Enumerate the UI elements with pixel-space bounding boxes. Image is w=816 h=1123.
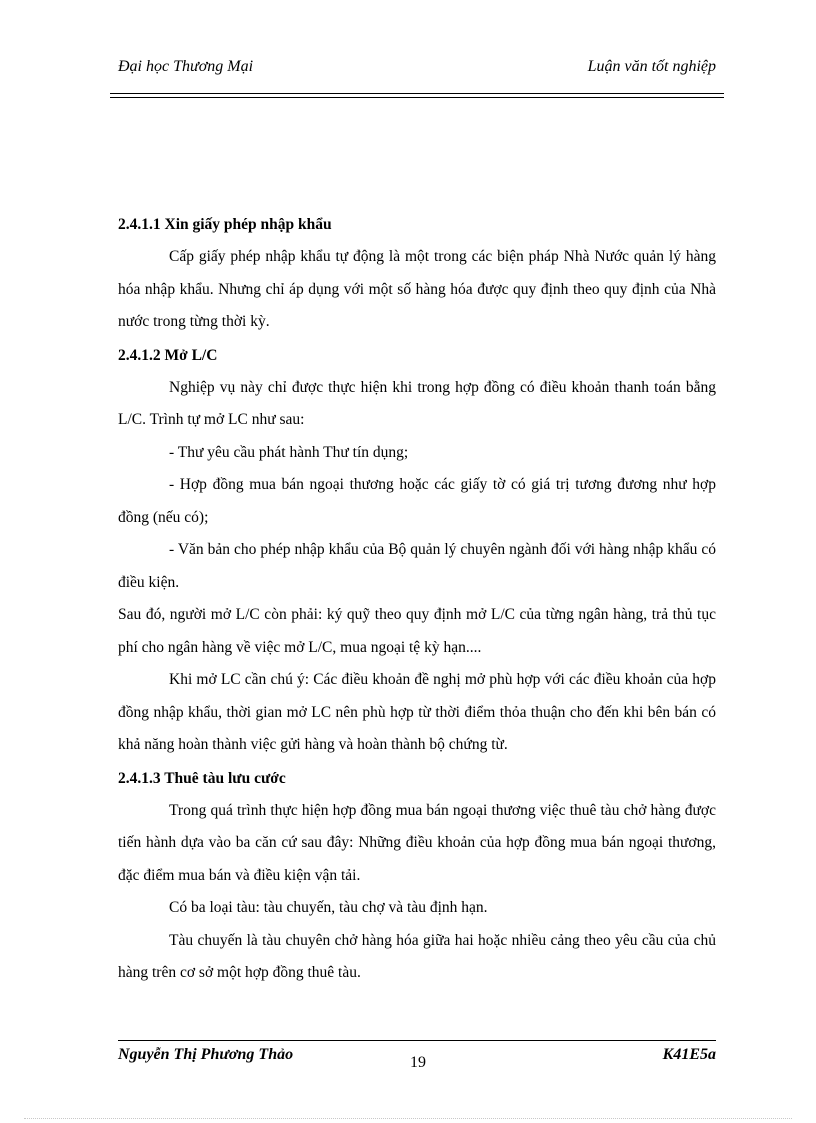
footer-author: Nguyễn Thị Phương Thảo [118,1046,294,1063]
paragraph: Cấp giấy phép nhập khẩu tự động là một trong các biện pháp Nhà Nước quản lý hàng hóa nhập khẩu. Nhưng chỉ áp dụng với một số hàng hóa được quy định theo quy định của Nhà nước trong từng thời kỳ. [118,248,716,330]
footer-divider [118,1040,716,1041]
header-divider [110,93,724,98]
page-number: 19 [410,1054,426,1071]
bullet-item: - Văn bản cho phép nhập khẩu của Bộ quản lý chuyên ngành đối với hàng nhập khẩu có điều kiện. [118,541,716,591]
bullet-item: - Thư yêu cầu phát hành Thư tín dụng; [169,443,409,461]
paragraph: Khi mở LC cần chú ý: Các điều khoản đề nghị mở phù hợp với các điều khoản của hợp đồng nhập khẩu, thời gian mở LC nên phù hợp từ thời điểm thỏa thuận cho đến khi bên bán có khả năng hoàn thành việc gửi hàng và hoàn thành bộ chứng từ. [118,671,716,753]
header-thesis-label: Luận văn tốt nghiệp [587,58,716,75]
page-footer [118,1046,716,1076]
paragraph: Nghiệp vụ này chỉ được thực hiện khi trong hợp đồng có điều khoản thanh toán bằng L/C. Trình tự mở LC như sau: [118,378,716,428]
paragraph: Có ba loại tàu: tàu chuyến, tàu chợ và tàu định hạn. [169,899,488,916]
paragraph: Sau đó, người mở L/C còn phải: ký quỹ theo quy định mở L/C của từng ngân hàng, trả thủ tục phí cho ngân hàng về việc mở L/C, mua ngoại tệ kỳ hạn.... [118,606,716,656]
section-heading-import-license: 2.4.1.1 Xin giấy phép nhập khẩu [118,216,332,233]
section-heading-ship-chartering: 2.4.1.3 Thuê tàu lưu cước [118,769,286,787]
page-edge-divider [24,1118,792,1119]
section-heading-open-lc: 2.4.1.2 Mở L/C [118,346,218,364]
paragraph: Trong quá trình thực hiện hợp đồng mua bán ngoại thương việc thuê tàu chở hàng được tiến hành dựa vào ba căn cứ sau đây: Những điều khoản của hợp đồng mua bán ngoại thương, đặc điểm mua bán và điều kiện vận tải. [118,801,716,884]
page-body [118,208,716,990]
footer-class-code: K41E5a [662,1046,716,1063]
header-university: Đại học Thương Mại [118,58,254,75]
bullet-item: - Hợp đồng mua bán ngoại thương hoặc các giấy tờ có giá trị tương đương như hợp đồng (nếu có); [118,476,716,526]
page-header [118,58,716,82]
paragraph: Tàu chuyến là tàu chuyên chở hàng hóa giữa hai hoặc nhiều cảng theo yêu cầu của chủ hàng trên cơ sở một hợp đồng thuê tàu. [118,931,716,981]
